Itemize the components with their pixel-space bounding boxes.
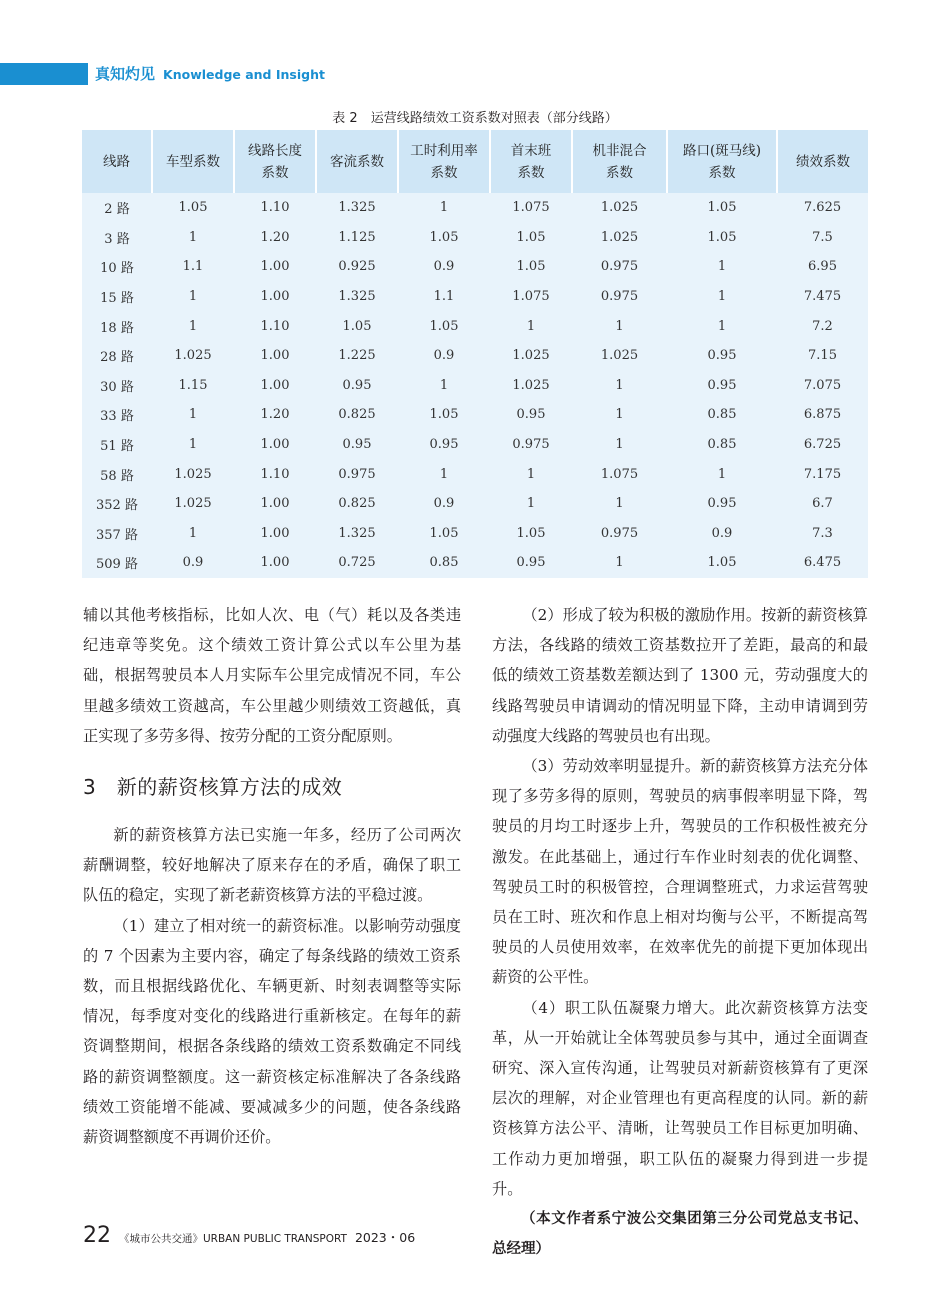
route-cell: 51 路 bbox=[100, 439, 134, 455]
page-footer bbox=[83, 1223, 415, 1253]
coefficient-cell: 1.05 bbox=[342, 318, 372, 334]
coefficient-cell: 1.025 bbox=[600, 200, 639, 216]
author-note: （本文作者系宁波公交集团第三分公司党总支书记、总经理） bbox=[492, 1211, 868, 1258]
coefficient-cell: 1.00 bbox=[260, 496, 290, 512]
route-cell: 33 路 bbox=[100, 409, 134, 425]
coefficient-cell: 0.9 bbox=[433, 348, 455, 364]
coefficient-table bbox=[82, 130, 868, 578]
coefficient-cell: 7.175 bbox=[803, 466, 842, 482]
coefficient-cell: 7.475 bbox=[803, 289, 842, 305]
coefficient-cell: 1.325 bbox=[338, 200, 376, 216]
coefficient-cell: 1 bbox=[188, 407, 198, 423]
table-row bbox=[82, 489, 868, 519]
page-number: 22 bbox=[83, 1223, 111, 1248]
route-cell: 30 路 bbox=[100, 379, 134, 395]
coefficient-cell: 1 bbox=[717, 259, 727, 275]
table-body bbox=[82, 193, 868, 578]
coefficient-cell: 1.00 bbox=[260, 348, 290, 364]
coefficient-cell: 1.05 bbox=[707, 200, 737, 216]
column-title-cn: 真知灼见 bbox=[95, 65, 156, 83]
coefficient-cell: 1 bbox=[439, 377, 449, 393]
coefficient-cell: 1.10 bbox=[260, 200, 290, 216]
coefficient-cell: 0.9 bbox=[711, 525, 733, 541]
coefficient-cell: 1.1 bbox=[433, 289, 455, 305]
coefficient-cell: 0.95 bbox=[342, 437, 372, 453]
route-cell: 3 路 bbox=[104, 231, 130, 247]
coefficient-cell: 1.00 bbox=[260, 437, 290, 453]
intro-paragraph: 辅以其他考核指标，比如人次、电（气）耗以及各类违纪违章等奖免。这个绩效工资计算公式以车公里为基础，根据驾驶员本人月实际车公里完成情况不同，车公里越多绩效工资越高，车公里越少则绩效工资越低，真正实现了多劳多得、按劳分配的工资分配原则。 bbox=[83, 606, 461, 745]
column-header bbox=[95, 63, 325, 85]
table-header-cell: 首末班 系数 bbox=[490, 130, 572, 193]
table-row bbox=[82, 371, 868, 401]
coefficient-cell: 0.725 bbox=[338, 555, 376, 571]
table-header-cell: 客流系数 bbox=[316, 130, 398, 193]
paragraph: 新的薪资核算方法已实施一年多，经历了公司两次薪酬调整，较好地解决了原来存在的矛盾，确保了职工队伍的稳定，实现了新老薪资核算方法的平稳过渡。 bbox=[83, 826, 461, 905]
coefficient-cell: 1 bbox=[439, 200, 449, 216]
coefficient-cell: 1.05 bbox=[516, 525, 546, 541]
coefficient-cell: 0.925 bbox=[338, 259, 376, 275]
table-header-cell: 机非混合 系数 bbox=[572, 130, 667, 193]
coefficient-cell: 1.00 bbox=[260, 377, 290, 393]
coefficient-cell: 1.05 bbox=[429, 229, 459, 245]
coefficient-cell: 1.125 bbox=[338, 229, 376, 245]
coefficient-cell: 1 bbox=[188, 289, 198, 305]
coefficient-cell: 1.025 bbox=[600, 348, 639, 364]
route-cell: 509 路 bbox=[96, 557, 138, 573]
route-cell: 15 路 bbox=[100, 291, 134, 307]
coefficient-cell: 1.075 bbox=[512, 289, 550, 305]
table-row bbox=[82, 548, 868, 578]
paragraph: （4）职工队伍凝聚力增大。此次薪资核算方法变革，从一开始就让全体驾驶员参与其中，通过全面调查研究、深入宣传沟通，让驾驶员对新薪资核算有了更深层次的理解，对企业管理也有更高程度的认同。新的薪资核算方法公平、清晰，让驾驶员工作目标更加明确、工作动力更加增强，职工队伍的凝聚力得到进一步提升。 bbox=[492, 998, 868, 1198]
coefficient-cell: 1.025 bbox=[600, 229, 639, 245]
coefficient-cell: 1.20 bbox=[260, 229, 290, 245]
route-cell: 10 路 bbox=[100, 261, 134, 277]
coefficient-cell: 7.5 bbox=[812, 229, 833, 245]
coefficient-cell: 7.15 bbox=[808, 348, 837, 364]
table-row bbox=[82, 459, 868, 489]
coefficient-cell: 1 bbox=[526, 466, 536, 482]
table-row bbox=[82, 400, 868, 430]
coefficient-cell: 1.00 bbox=[260, 555, 290, 571]
coefficient-cell: 0.85 bbox=[707, 407, 737, 423]
table-row bbox=[82, 311, 868, 341]
coefficient-cell: 1.05 bbox=[178, 200, 208, 216]
coefficient-cell: 1 bbox=[188, 525, 198, 541]
coefficient-cell: 1.05 bbox=[429, 525, 459, 541]
coefficient-cell: 1.15 bbox=[178, 377, 208, 393]
coefficient-cell: 0.95 bbox=[516, 407, 546, 423]
paragraph: （1）建立了相对统一的薪资标准。以影响劳动强度的 7 个因素为主要内容，确定了每条线路的绩效工资系数，而且根据线路优化、车辆更新、时刻表调整等实际情况，每季度对变化的线路进行重新核定。在每年的薪资调整期间，根据各条线路的绩效工资系数确定不同线路的薪资调整额度。这一薪资核定标准解决了各条线路绩效工资能增不能减、要减减多少的问题，使各条线路薪资调整额度不再调价还价。 bbox=[83, 916, 461, 1147]
coefficient-cell: 1.325 bbox=[338, 289, 376, 305]
coefficient-cell: 1.05 bbox=[707, 555, 737, 571]
coefficient-cell: 0.975 bbox=[600, 259, 639, 275]
table-row bbox=[82, 282, 868, 312]
table-header-cell: 绩效系数 bbox=[777, 130, 868, 193]
coefficient-cell: 6.725 bbox=[803, 437, 842, 453]
coefficient-cell: 1 bbox=[717, 466, 727, 482]
coefficient-cell: 7.2 bbox=[812, 318, 833, 334]
coefficient-cell: 1 bbox=[717, 318, 727, 334]
coefficient-cell: 7.075 bbox=[803, 377, 842, 393]
coefficient-cell: 0.95 bbox=[429, 437, 459, 453]
table-row bbox=[82, 223, 868, 253]
coefficient-cell: 1 bbox=[188, 437, 198, 453]
coefficient-cell: 0.85 bbox=[429, 555, 459, 571]
right-column bbox=[492, 600, 868, 1264]
coefficient-cell: 0.9 bbox=[182, 555, 204, 571]
coefficient-cell: 1.075 bbox=[512, 200, 550, 216]
coefficient-cell: 1 bbox=[526, 318, 536, 334]
coefficient-cell: 1 bbox=[526, 496, 536, 512]
section-heading: 3 新的薪资核算方法的成效 bbox=[83, 775, 343, 800]
coefficient-cell: 1.225 bbox=[338, 348, 376, 364]
coefficient-cell: 0.95 bbox=[707, 377, 737, 393]
coefficient-cell: 1.025 bbox=[174, 466, 212, 482]
coefficient-cell: 0.975 bbox=[600, 289, 639, 305]
coefficient-cell: 1.075 bbox=[600, 466, 639, 482]
paragraph: （2）形成了较为积极的激励作用。按新的薪资核算方法，各线路的绩效工资基数拉开了差距，最高的和最低的绩效工资基数差额达到了 1300 元，劳动强度大的线路驾驶员申请调动的情况明显下降，主动申请调到劳动强度大线路的驾驶员也有出现。 bbox=[492, 606, 868, 745]
coefficient-cell: 1.00 bbox=[260, 525, 290, 541]
coefficient-cell: 1 bbox=[615, 407, 624, 423]
route-cell: 357 路 bbox=[96, 527, 138, 543]
coefficient-cell: 1.025 bbox=[174, 496, 212, 512]
coefficient-cell: 6.875 bbox=[803, 407, 842, 423]
coefficient-cell: 1 bbox=[615, 377, 624, 393]
magazine-name: 《城市公共交通》URBAN PUBLIC TRANSPORT bbox=[119, 1233, 347, 1245]
coefficient-cell: 0.95 bbox=[707, 496, 737, 512]
route-cell: 2 路 bbox=[104, 202, 130, 218]
coefficient-cell: 6.7 bbox=[812, 496, 833, 512]
coefficient-cell: 0.95 bbox=[516, 555, 546, 571]
coefficient-cell: 1 bbox=[615, 437, 624, 453]
coefficient-cell: 1 bbox=[615, 318, 624, 334]
table-row bbox=[82, 341, 868, 371]
coefficient-cell: 7.625 bbox=[803, 200, 842, 216]
issue-number: 2023・06 bbox=[354, 1230, 416, 1245]
coefficient-cell: 0.9 bbox=[433, 496, 455, 512]
coefficient-cell: 1.025 bbox=[512, 377, 550, 393]
route-cell: 28 路 bbox=[100, 350, 134, 366]
coefficient-cell: 1.05 bbox=[429, 407, 459, 423]
table-row bbox=[82, 519, 868, 549]
table-row bbox=[82, 193, 868, 223]
coefficient-cell: 1.05 bbox=[707, 229, 737, 245]
table-header-cell: 工时利用率 系数 bbox=[398, 130, 490, 193]
coefficient-cell: 1.025 bbox=[512, 348, 550, 364]
table-header-row bbox=[82, 130, 868, 193]
coefficient-cell: 0.85 bbox=[707, 437, 737, 453]
coefficient-cell: 0.975 bbox=[512, 437, 550, 453]
route-cell: 18 路 bbox=[100, 320, 134, 336]
coefficient-cell: 1.1 bbox=[182, 259, 204, 275]
coefficient-cell: 1.10 bbox=[260, 318, 290, 334]
coefficient-cell: 0.95 bbox=[342, 377, 372, 393]
coefficient-cell: 1.00 bbox=[260, 289, 290, 305]
paragraph: （3）劳动效率明显提升。新的薪资核算方法充分体现了多劳多得的原则，驾驶员的病事假率明显下降，驾驶员的月均工时逐步上升，驾驶员的工作积极性被充分激发。在此基础上，通过行车作业时刻表的优化调整、驾驶员工时的积极管控，合理调整班式，力求运营驾驶员在工时、班次和作息上相对均衡与公平，不断提高驾驶员的人员使用效率，在效率优先的前提下更加体现出薪资的公平性。 bbox=[492, 757, 868, 987]
coefficient-cell: 1 bbox=[615, 555, 624, 571]
coefficient-cell: 1 bbox=[439, 466, 449, 482]
table-row bbox=[82, 252, 868, 282]
route-cell: 352 路 bbox=[96, 498, 138, 514]
table-row bbox=[82, 430, 868, 460]
route-cell: 58 路 bbox=[100, 468, 134, 484]
coefficient-cell: 1 bbox=[615, 496, 624, 512]
coefficient-cell: 7.3 bbox=[812, 525, 833, 541]
table-caption: 表 2 运营线路绩效工资系数对照表（部分线路） bbox=[332, 111, 618, 126]
coefficient-cell: 6.475 bbox=[803, 555, 842, 571]
header-accent-bar bbox=[0, 63, 88, 85]
table-header-cell: 线路 bbox=[82, 130, 152, 193]
coefficient-cell: 1.05 bbox=[516, 229, 546, 245]
coefficient-cell: 0.825 bbox=[338, 407, 376, 423]
coefficient-cell: 1.05 bbox=[429, 318, 459, 334]
coefficient-cell: 1.025 bbox=[174, 348, 212, 364]
coefficient-cell: 6.95 bbox=[808, 259, 837, 275]
coefficient-cell: 1.20 bbox=[260, 407, 290, 423]
coefficient-cell: 1 bbox=[717, 289, 727, 305]
coefficient-cell: 0.95 bbox=[707, 348, 737, 364]
coefficient-cell: 1.05 bbox=[516, 259, 546, 275]
column-title-en: Knowledge and Insight bbox=[163, 67, 325, 82]
coefficient-cell: 1.00 bbox=[260, 259, 290, 275]
coefficient-cell: 0.975 bbox=[600, 525, 639, 541]
table-header-cell: 线路长度 系数 bbox=[234, 130, 316, 193]
coefficient-cell: 0.825 bbox=[338, 496, 376, 512]
left-column bbox=[83, 600, 461, 1152]
coefficient-cell: 0.975 bbox=[338, 466, 376, 482]
coefficient-cell: 1 bbox=[188, 229, 198, 245]
coefficient-cell: 1.325 bbox=[338, 525, 376, 541]
coefficient-cell: 0.9 bbox=[433, 259, 455, 275]
table-header-cell: 车型系数 bbox=[152, 130, 234, 193]
table-header-cell: 路口(斑马线) 系数 bbox=[667, 130, 777, 193]
coefficient-cell: 1.10 bbox=[260, 466, 290, 482]
coefficient-cell: 1 bbox=[188, 318, 198, 334]
